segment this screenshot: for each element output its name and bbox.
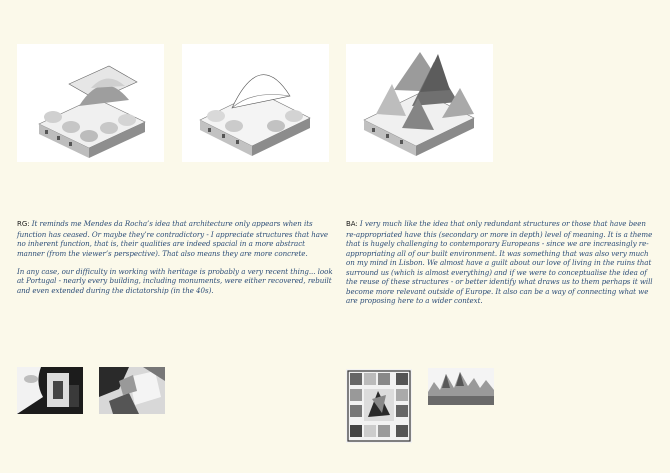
plan-drawing	[346, 369, 412, 443]
rendering-panel-2	[182, 44, 329, 162]
rendering-panel-3	[346, 44, 493, 162]
speaker-rg: RG:	[17, 220, 30, 228]
plan-image	[346, 369, 412, 443]
domed-building-image-1	[17, 44, 164, 162]
interior-photo-2	[99, 367, 165, 414]
spiked-building-image-3	[346, 44, 493, 162]
speaker-ba: BA:	[346, 220, 358, 228]
interior-image-2	[99, 367, 165, 414]
elevation-image	[428, 368, 494, 405]
ba-paragraph-1	[346, 219, 656, 306]
interior-image-1	[17, 367, 83, 414]
domed-building-image-2	[182, 44, 329, 162]
rg-paragraph-1-text: It reminds me Mendes da Rocha’s idea that architecture only appears when its function has ceased. Or maybe they’re contradictory - I appreciate structures that have no inherent function, that is, their qualities are indeed spacial in a more abstract manner (from the viewer’s perspective). That also means they are more concrete.	[17, 219, 329, 258]
ba-paragraph-1-text: I very much like the idea that only redundant structures or those that have been re-appropriated have this (secondary or more in depth) level of meaning. It is a theme that is hugely challenging to contemporary Europeans - since we are increasingly re-appropriating all of our built environment. It was something that was also very much on my mind in Lisbon. We almost have a guilt about our love of living in the ruins that surround us (which is almost everything) and if we were to conceptualise the idea of the reuse of these structures - or better identify what draws us to them perhaps it will become more relevant outside of Europe. It also can be a way of connecting what we are proposing here to a wider context.	[346, 219, 653, 305]
rg-paragraph-2: In any case, our difficulty in working with heritage is probably a very recent thing... look at Portugal - nearly every building, including monuments, were either recovered, rebuilt and even extended during the dictatorship (in the 40s).	[17, 266, 333, 295]
rg-paragraph-1	[17, 219, 333, 258]
ba-comment	[346, 219, 656, 314]
elevation-drawing	[428, 368, 494, 405]
rendering-panel-1	[17, 44, 164, 162]
rg-comment	[17, 219, 333, 304]
interior-photo-1	[17, 367, 83, 414]
